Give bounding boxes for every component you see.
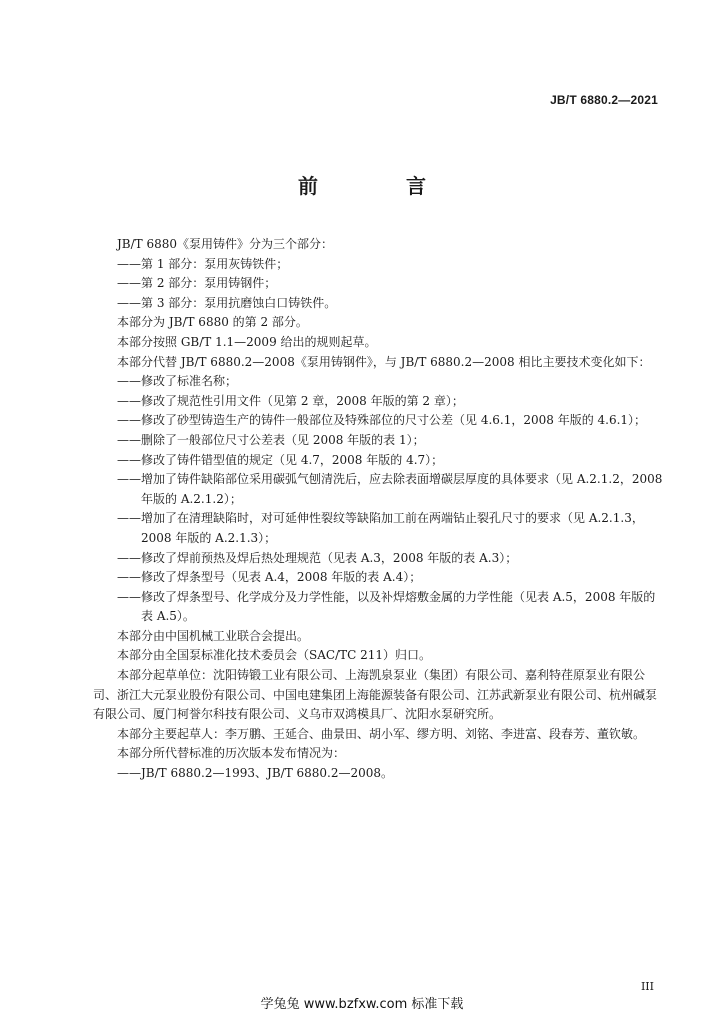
list-item-change-7: ——增加了在清理缺陷时，对可延伸性裂纹等缺陷加工前在两端钻止裂孔尺寸的要求（见 A.2.1.3，2008 年版的 A.2.1.3）； (117, 511, 644, 545)
list-item-change-8: ——修改了焊前预热及焊后热处理规范（见表 A.3，2008 年版的表 A.3）； (117, 550, 518, 565)
paragraph-parts-intro: JB/T 6880《泵用铸件》分为三个部分： (117, 237, 334, 251)
paragraph-under-jurisdiction: 本部分由全国泵标准化技术委员会（SAC/TC 211）归口。 (117, 648, 432, 663)
footer-watermark: 学兔兔 www.bzfxw.com 标准下载 (260, 997, 464, 1012)
standard-code: JB/T 6880.2—2021 (550, 93, 658, 107)
paragraph-proposed-by: 本部分由中国机械工业联合会提出。 (117, 628, 310, 643)
list-item-change-9: ——修改了焊条型号（见表 A.4，2008 年版的表 A.4）； (117, 570, 422, 585)
paragraph-drafters: 本部分主要起草人：李万鹏、王延合、曲景田、胡小军、缪方明、刘铭、李进富、段春芳、董钦敏。 (117, 726, 646, 741)
list-item-history-1: ——JB/T 6880.2—1993、JB/T 6880.2—2008。 (117, 766, 394, 781)
paragraph-replaces: 本部分代替 JB/T 6880.2—2008《泵用铸钢件》，与 JB/T 6880.2—2008 相比主要技术变化如下： (117, 354, 651, 369)
list-item-part-2: ——第 2 部分：泵用铸钢件； (117, 276, 277, 291)
page-title: 前 言 (298, 174, 460, 198)
list-item-change-2: ——修改了规范性引用文件（见第 2 章，2008 年版的第 2 章）； (117, 393, 464, 408)
page-number: III (640, 980, 654, 993)
list-item-change-1: ——修改了标准名称； (117, 374, 238, 389)
list-item-change-3: ——修改了砂型铸造生产的铸件一般部位及特殊部位的尺寸公差（见 4.6.1，2008 年版的 4.6.1）； (117, 413, 647, 428)
paragraph-drafting-units: 本部分起草单位：沈阳铸锻工业有限公司、上海凯泉泵业（集团）有限公司、嘉利特荏原泵业有限公司、浙江大元泵业股份有限公司、中国电建集团上海能源装备有限公司、江苏武新泵业有限公司、杭州碱泵有限公司、厦门柯誉尔科技有限公司、义乌市双鸿模具厂、沈阳水泵研究所。 (93, 668, 658, 722)
list-item-part-3: ——第 3 部分：泵用抗磨蚀白口铸铁件。 (117, 295, 337, 310)
paragraph-part-number: 本部分为 JB/T 6880 的第 2 部分。 (117, 315, 308, 330)
paragraph-drafting-rules: 本部分按照 GB/T 1.1—2009 给出的规则起草。 (117, 334, 377, 349)
list-item-change-5: ——修改了铸件错型值的规定（见 4.7，2008 年版的 4.7）； (117, 452, 444, 467)
list-item-change-6: ——增加了铸件缺陷部位采用碳弧气刨清洗后，应去除表面增碳层厚度的具体要求（见 A.2.1.2，2008 年版的 A.2.1.2）； (117, 472, 663, 506)
paragraph-history: 本部分所代替标准的历次版本发布情况为： (117, 746, 346, 761)
list-item-change-10: ——修改了焊条型号、化学成分及力学性能，以及补焊熔敷金属的力学性能（见表 A.5，2008 年版的表 A.5）。 (117, 589, 656, 624)
list-item-change-4: ——删除了一般部位尺寸公差表（见 2008 年版的表 1）； (117, 432, 425, 447)
list-item-part-1: ——第 1 部分：泵用灰铸铁件； (117, 256, 289, 271)
document-body (93, 235, 665, 784)
